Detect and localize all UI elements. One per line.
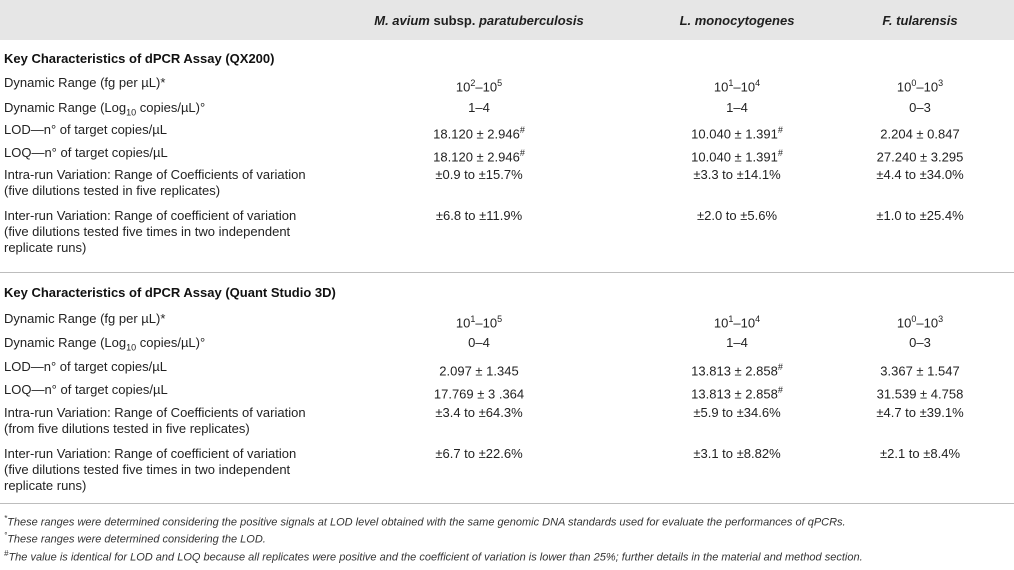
value-qx200-lmono-inter: ±2.0 to ±5.6%	[696, 208, 778, 223]
col-header-l-monocytogenes: L. monocytogenes	[679, 13, 795, 28]
value-qs-ftul-inter: ±2.1 to ±8.4%	[879, 446, 961, 461]
row-label-dynamic-range-fg: Dynamic Range (fg per µL)*	[4, 311, 166, 326]
value-qs-ftul-lod: 3.367 ± 1.547	[880, 363, 960, 379]
value-qs-mavium-lod: 2.097 ± 1.345	[439, 363, 519, 379]
value-qs-ftul-loq: 31.539 ± 4.758	[876, 386, 964, 402]
value-qs-mavium-inter: ±6.7 to ±22.6%	[435, 446, 523, 461]
value-qx200-ftul-dr-log: 0–3	[909, 100, 931, 115]
row-label-lod: LOD—n° of target copies/µL	[4, 359, 167, 374]
col-header-f-tularensis: F. tularensis	[882, 13, 958, 28]
row-label-loq: LOQ—n° of target copies/µL	[4, 145, 168, 160]
value-qs-lmono-intra: ±5.9 to ±34.6%	[693, 405, 781, 420]
col-header-m-avium-genus: M. avium	[374, 13, 430, 28]
row-label-dynamic-range-log: Dynamic Range (Log$_{10}$ copies/µL)°	[4, 335, 206, 353]
value-qx200-ftul-inter: ±1.0 to ±25.4%	[876, 208, 964, 223]
value-qs-lmono-inter: ±3.1 to ±8.82%	[693, 446, 781, 461]
row-label-dynamic-range-fg: Dynamic Range (fg per µL)*	[4, 75, 166, 90]
value-qx200-mavium-loq: 18.120 ± 2.946#	[433, 148, 525, 165]
value-qs-mavium-dr-fg: $10^1-10^5$	[455, 314, 503, 331]
value-qx200-lmono-dr-log: 1–4	[726, 100, 748, 115]
value-qx200-mavium-dr-fg: $10^2-10^5$	[455, 78, 503, 95]
value-qs-lmono-dr-fg: $10^1-10^4$	[713, 314, 761, 331]
section-divider	[0, 272, 1014, 273]
footnote-hash: #The value is identical for LOD and LOQ because all replicates were positive and the coefficient of variation is lower than 25%; further details in the material and method section.	[4, 549, 863, 564]
value-qs-mavium-dr-log: 0–4	[468, 335, 490, 350]
row-label-intra-run: Intra-run Variation: Range of Coefficients of variation (from five dilutions tested in five replicates)	[4, 405, 306, 436]
value-qx200-ftul-loq: 27.240 ± 3.295	[876, 149, 964, 165]
row-label-inter-run: Inter-run Variation: Range of coefficient of variation (five dilutions tested five times in two independent replicate runs)	[4, 446, 297, 493]
section-title-quantstudio: Key Characteristics of dPCR Assay (Quant Studio 3D)	[4, 285, 336, 300]
table-header	[0, 0, 1014, 40]
value-qx200-mavium-dr-log: 1–4	[468, 100, 490, 115]
value-qx200-lmono-loq: 10.040 ± 1.391#	[691, 148, 783, 165]
value-qs-lmono-lod: 13.813 ± 2.858#	[691, 362, 783, 379]
value-qs-mavium-loq: 17.769 ± 3 .364	[433, 386, 525, 402]
row-label-dynamic-range-log: Dynamic Range (Log$_{10}$ copies/µL)°	[4, 100, 206, 118]
table-bottom-rule	[0, 503, 1014, 504]
footnote-degree: °These ranges were determined considering the LOD.	[4, 531, 266, 546]
value-qx200-lmono-dr-fg: $10^1-10^4$	[713, 78, 761, 95]
value-qx200-lmono-intra: ±3.3 to ±14.1%	[693, 167, 781, 182]
col-header-m-avium-subsp: subsp.	[429, 13, 479, 28]
row-label-lod: LOD—n° of target copies/µL	[4, 122, 167, 137]
value-qx200-mavium-intra: ±0.9 to ±15.7%	[435, 167, 523, 182]
value-qx200-ftul-dr-fg: $10^0-10^3$	[896, 78, 944, 95]
col-header-m-avium-species: paratuberculosis	[478, 13, 584, 28]
value-qs-ftul-dr-fg: $10^0-10^3$	[896, 314, 944, 331]
value-qx200-lmono-lod: 10.040 ± 1.391#	[691, 125, 783, 142]
value-qx200-mavium-lod: 18.120 ± 2.946#	[433, 125, 525, 142]
value-qs-mavium-intra: ±3.4 to ±64.3%	[435, 405, 523, 420]
value-qs-ftul-dr-log: 0–3	[909, 335, 931, 350]
value-qs-lmono-dr-log: 1–4	[726, 335, 748, 350]
row-label-inter-run: Inter-run Variation: Range of coefficient of variation (five dilutions tested five times in two independent replicate runs)	[4, 208, 297, 255]
value-qs-lmono-loq: 13.813 ± 2.858#	[691, 385, 783, 402]
footnote-asterisk: *These ranges were determined considering the positive signals at LOD level obtained with the same genomic DNA standards used for evaluate the performances of qPCRs.	[4, 514, 846, 529]
section-title-qx200: Key Characteristics of dPCR Assay (QX200)	[4, 51, 275, 66]
value-qx200-mavium-inter: ±6.8 to ±11.9%	[435, 208, 523, 223]
row-label-intra-run: Intra-run Variation: Range of Coefficients of variation (five dilutions tested in five replicates)	[4, 167, 306, 198]
value-qs-ftul-intra: ±4.7 to ±39.1%	[876, 405, 964, 420]
row-label-loq: LOQ—n° of target copies/µL	[4, 382, 168, 397]
value-qx200-ftul-intra: ±4.4 to ±34.0%	[876, 167, 964, 182]
col-header-m-avium	[374, 13, 584, 28]
value-qx200-ftul-lod: 2.204 ± 0.847	[880, 126, 960, 142]
